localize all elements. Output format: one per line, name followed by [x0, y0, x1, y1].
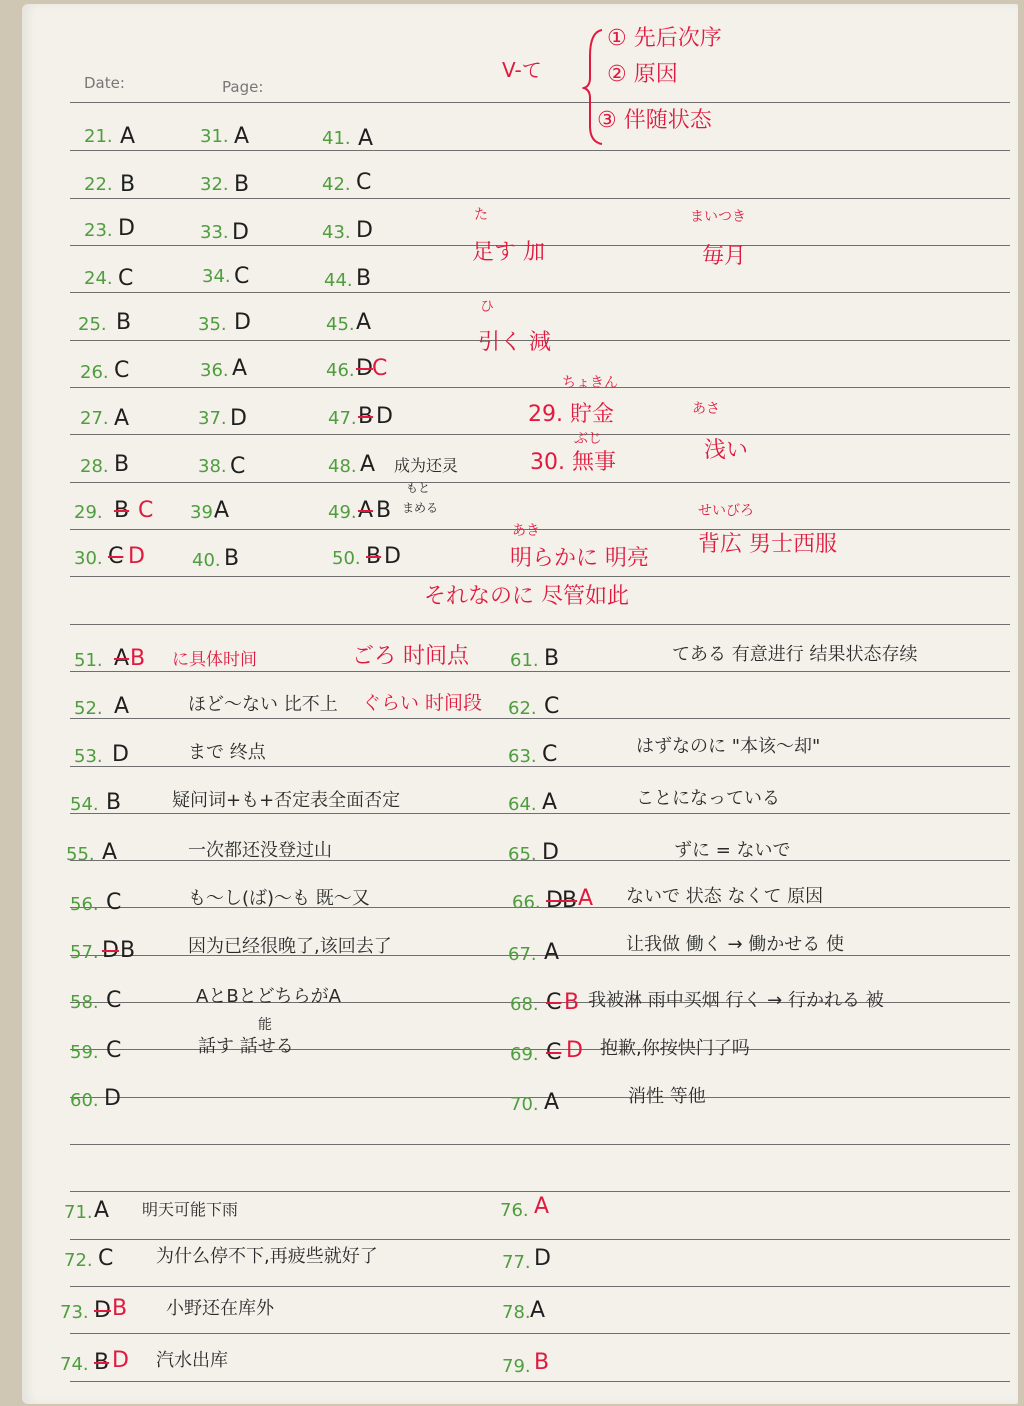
ruled-line: [70, 529, 1010, 530]
vocab-word: 浅い: [704, 438, 749, 463]
answer-crossed: A: [114, 646, 130, 671]
question-number: 74.: [60, 1354, 89, 1375]
answer-correction: A: [534, 1194, 550, 1219]
question-number: 58.: [70, 992, 99, 1013]
grammar-note-extra: ぐらい 时间段: [362, 692, 483, 714]
grammar-note: AとBとどちらがA: [196, 986, 341, 1007]
ruled-line: [70, 102, 1010, 103]
answer: C: [106, 1038, 122, 1063]
notebook-page: [22, 4, 1018, 1404]
answer: C: [114, 358, 130, 383]
vocab-ruby: ぶじ: [574, 431, 602, 447]
question-number: 78.: [502, 1302, 531, 1323]
answer: A: [542, 790, 558, 815]
grammar-note: 为什么停不下,再疲些就好了: [156, 1246, 378, 1267]
ruled-line: [70, 1333, 1010, 1334]
answer: A: [94, 1198, 110, 1223]
ruled-line: [70, 718, 1010, 719]
vocab-ruby: まいつき: [690, 209, 746, 225]
question-number: 61.: [510, 650, 539, 671]
ruled-line: [70, 766, 1010, 767]
answer: C: [542, 742, 558, 767]
answer: C: [234, 264, 250, 289]
question-number: 21.: [84, 126, 113, 147]
answer: D: [112, 742, 129, 767]
answer-crossed: B: [358, 404, 374, 429]
question-number: 68.: [510, 994, 539, 1015]
question-number: 64.: [508, 794, 537, 815]
question-number: 28.: [80, 456, 109, 477]
date-label: Date:: [84, 74, 125, 92]
question-number: 60.: [70, 1090, 99, 1111]
answer: D: [232, 220, 249, 245]
question-number: 39.: [190, 502, 219, 523]
answer: B: [120, 172, 136, 197]
question-number: 46.: [326, 360, 355, 381]
vocab-ruby: せいびろ: [698, 503, 754, 519]
grammar-note: ずに = ないで: [674, 840, 791, 861]
vocab-word: 29. 貯金: [528, 402, 614, 427]
answer-correction: C: [372, 356, 388, 381]
ruled-line: [70, 434, 1010, 435]
grammar-note: まで 终点: [188, 742, 266, 763]
question-number: 37.: [198, 408, 227, 429]
question-number: 44.: [324, 270, 353, 291]
answer: B: [234, 172, 250, 197]
question-number: 48.: [328, 456, 357, 477]
question-number: 55.: [66, 844, 95, 865]
question-number: 71.: [64, 1202, 93, 1223]
answer-correction: B: [534, 1350, 550, 1375]
answer: A: [234, 124, 250, 149]
grammar-note: 汽水出库: [156, 1350, 228, 1371]
answer: B: [356, 266, 372, 291]
grammar-ruby: 能: [258, 1017, 272, 1033]
question-number: 38.: [198, 456, 227, 477]
grammar-note: ことになっている: [636, 788, 780, 809]
question-number: 73.: [60, 1302, 89, 1323]
answer: B: [544, 646, 560, 671]
answer-crossed: B: [562, 888, 578, 913]
answer: C: [106, 890, 122, 915]
grammar-note: 让我做 働く → 働かせる 使: [626, 934, 844, 955]
ruled-line: [70, 624, 1010, 625]
vocab-ruby: あさ: [692, 401, 720, 417]
grammar-note: 小野还在库外: [166, 1298, 274, 1319]
question-number: 72.: [64, 1250, 93, 1271]
answer-correction: C: [138, 498, 154, 523]
question-number: 50.: [332, 548, 361, 569]
grammar-note: ほど～ない 比不上: [188, 694, 338, 715]
vocab-word: 毎月: [702, 244, 747, 269]
ruled-line: [70, 1097, 1010, 1098]
answer-correction: B: [120, 938, 136, 963]
answer-crossed: C: [546, 990, 562, 1015]
question-number: 49.: [328, 502, 357, 523]
answer: C: [98, 1246, 114, 1271]
answer: C: [118, 266, 134, 291]
verb-form-note: V-て: [502, 58, 542, 82]
question-number: 31.: [200, 126, 229, 147]
answer-crossed: D: [356, 356, 373, 381]
ruled-line: [70, 671, 1010, 672]
te-usage-1: ① 先后次序: [607, 26, 722, 51]
answer: A: [114, 694, 130, 719]
answer: D: [234, 310, 251, 335]
page-label: Page:: [222, 78, 264, 96]
grammar-note: に具体时间: [172, 650, 257, 670]
question-number: 45.: [326, 314, 355, 335]
ruled-line: [70, 813, 1010, 814]
answer: A: [102, 840, 118, 865]
vocab-ruby: た: [474, 207, 488, 223]
vocab-word: 明らかに 明亮: [510, 546, 649, 571]
answer: D: [356, 218, 373, 243]
ruled-line: [70, 387, 1010, 388]
answer-correction: B: [130, 646, 146, 671]
answer: A: [544, 940, 560, 965]
grammar-note: 一次都还没登过山: [188, 840, 332, 861]
grammar-note: 因为已经很晚了,该回去了: [188, 936, 392, 957]
grammar-note: ないで 状态 なくて 原因: [626, 886, 824, 907]
answer: D: [230, 406, 247, 431]
answer: D: [534, 1246, 551, 1271]
question-number: 25.: [78, 314, 107, 335]
answer: A: [232, 356, 248, 381]
ruled-line: [70, 482, 1010, 483]
answer-correction: B: [376, 498, 392, 523]
answer-correction: A: [578, 886, 594, 911]
question-number: 51.: [74, 650, 103, 671]
question-number: 62.: [508, 698, 537, 719]
answer: A: [360, 452, 376, 477]
te-usage-3: ③ 伴随状态: [597, 108, 712, 133]
question-number: 59.: [70, 1042, 99, 1063]
answer: D: [104, 1086, 121, 1111]
grammar-note: も～し(ば)～も 既～又: [188, 888, 370, 909]
answer: A: [120, 124, 136, 149]
grammar-note: てある 有意进行 结果状态存续: [672, 644, 918, 665]
question-number: 42.: [322, 174, 351, 195]
question-number: 57.: [70, 942, 99, 963]
answer-correction: B: [564, 990, 580, 1015]
question-number: 30.: [74, 548, 103, 569]
te-usage-2: ② 原因: [607, 62, 678, 87]
grammar-note-extra: ごろ 时间点: [352, 644, 469, 669]
ruled-line: [70, 198, 1010, 199]
answer-crossed: B: [366, 544, 382, 569]
answer: D: [542, 840, 559, 865]
answer-crossed: D: [102, 938, 119, 963]
grammar-note: 消性 等他: [628, 1086, 706, 1107]
answer: B: [224, 546, 240, 571]
ruled-line: [70, 1381, 1010, 1382]
grammar-note: 抱歉,你按快门了吗: [600, 1038, 750, 1059]
ruled-line: [70, 150, 1010, 151]
answer: C: [106, 988, 122, 1013]
answer: A: [214, 498, 230, 523]
vocab-word: 足す 加: [472, 240, 545, 265]
question-number: 69.: [510, 1044, 539, 1065]
ruby-q49-1: もと: [406, 481, 431, 495]
question-number: 33.: [200, 222, 229, 243]
answer-correction: D: [112, 1348, 129, 1373]
question-number: 40.: [192, 550, 221, 571]
answer-correction: D: [566, 1038, 583, 1063]
answer-crossed: C: [108, 544, 124, 569]
question-number: 65.: [508, 844, 537, 865]
question-number: 24.: [84, 268, 113, 289]
answer-crossed: D: [546, 888, 563, 913]
grammar-note: 明天可能下雨: [142, 1200, 239, 1219]
question-number: 56.: [70, 894, 99, 915]
ruled-line: [70, 1191, 1010, 1192]
answer-correction: D: [376, 404, 393, 429]
grammar-note: 疑问词+も+否定表全面否定: [172, 790, 401, 811]
question-number: 52.: [74, 698, 103, 719]
question-number: 76.: [500, 1200, 529, 1221]
question-number: 27.: [80, 408, 109, 429]
vocab-word: 背広 男士西服: [698, 532, 837, 557]
vocab-ruby: ちょきん: [562, 375, 618, 391]
answer-correction: D: [384, 544, 401, 569]
answer: B: [106, 790, 122, 815]
answer: A: [114, 406, 130, 431]
grammar-note: はずなのに "本该～却": [636, 736, 821, 757]
vocab-word: それなのに 尽管如此: [424, 584, 629, 609]
question-number: 41.: [322, 128, 351, 149]
answer-crossed: A: [358, 498, 374, 523]
vocab-ruby: ひ: [480, 299, 494, 315]
question-number: 47.: [328, 408, 357, 429]
question-number: 43.: [322, 222, 351, 243]
question-number: 79.: [502, 1356, 531, 1377]
answer: A: [544, 1090, 560, 1115]
answer-crossed: C: [546, 1040, 562, 1065]
note-q48: 成为还灵: [394, 456, 459, 475]
answer: C: [356, 170, 372, 195]
answer: A: [358, 126, 374, 151]
question-number: 35.: [198, 314, 227, 335]
ruled-line: [70, 292, 1010, 293]
question-number: 53.: [74, 746, 103, 767]
vocab-ruby: あき: [512, 523, 540, 539]
ruled-line: [70, 1144, 1010, 1145]
question-number: 34.: [202, 266, 231, 287]
answer-crossed: B: [94, 1350, 110, 1375]
question-number: 22.: [84, 174, 113, 195]
vocab-word: 30. 無事: [530, 450, 616, 475]
answer: C: [230, 454, 246, 479]
question-number: 36.: [200, 360, 229, 381]
answer-crossed: B: [114, 498, 130, 523]
ruby-q49-2: まめる: [402, 501, 439, 515]
answer-correction: D: [128, 544, 145, 569]
answer: C: [544, 694, 560, 719]
question-number: 32.: [200, 174, 229, 195]
vocab-word: 引く 減: [478, 330, 551, 355]
ruled-line: [70, 1239, 1010, 1240]
question-number: 54.: [70, 794, 99, 815]
question-number: 66.: [512, 892, 541, 913]
question-number: 23.: [84, 220, 113, 241]
question-number: 26.: [80, 362, 109, 383]
question-number: 77.: [502, 1252, 531, 1273]
question-number: 70.: [510, 1094, 539, 1115]
ruled-line: [70, 1286, 1010, 1287]
answer: D: [118, 216, 135, 241]
grammar-note: 我被淋 雨中买烟 行く → 行かれる 被: [588, 990, 884, 1011]
answer-correction: B: [112, 1296, 128, 1321]
answer: A: [356, 310, 372, 335]
ruled-line: [70, 576, 1010, 577]
answer: B: [114, 452, 130, 477]
answer: A: [530, 1298, 546, 1323]
answer-crossed: D: [94, 1298, 111, 1323]
question-number: 63.: [508, 746, 537, 767]
question-number: 29.: [74, 502, 103, 523]
grammar-note: 話す 話せる: [198, 1036, 294, 1057]
answer: B: [116, 310, 132, 335]
question-number: 67.: [508, 944, 537, 965]
